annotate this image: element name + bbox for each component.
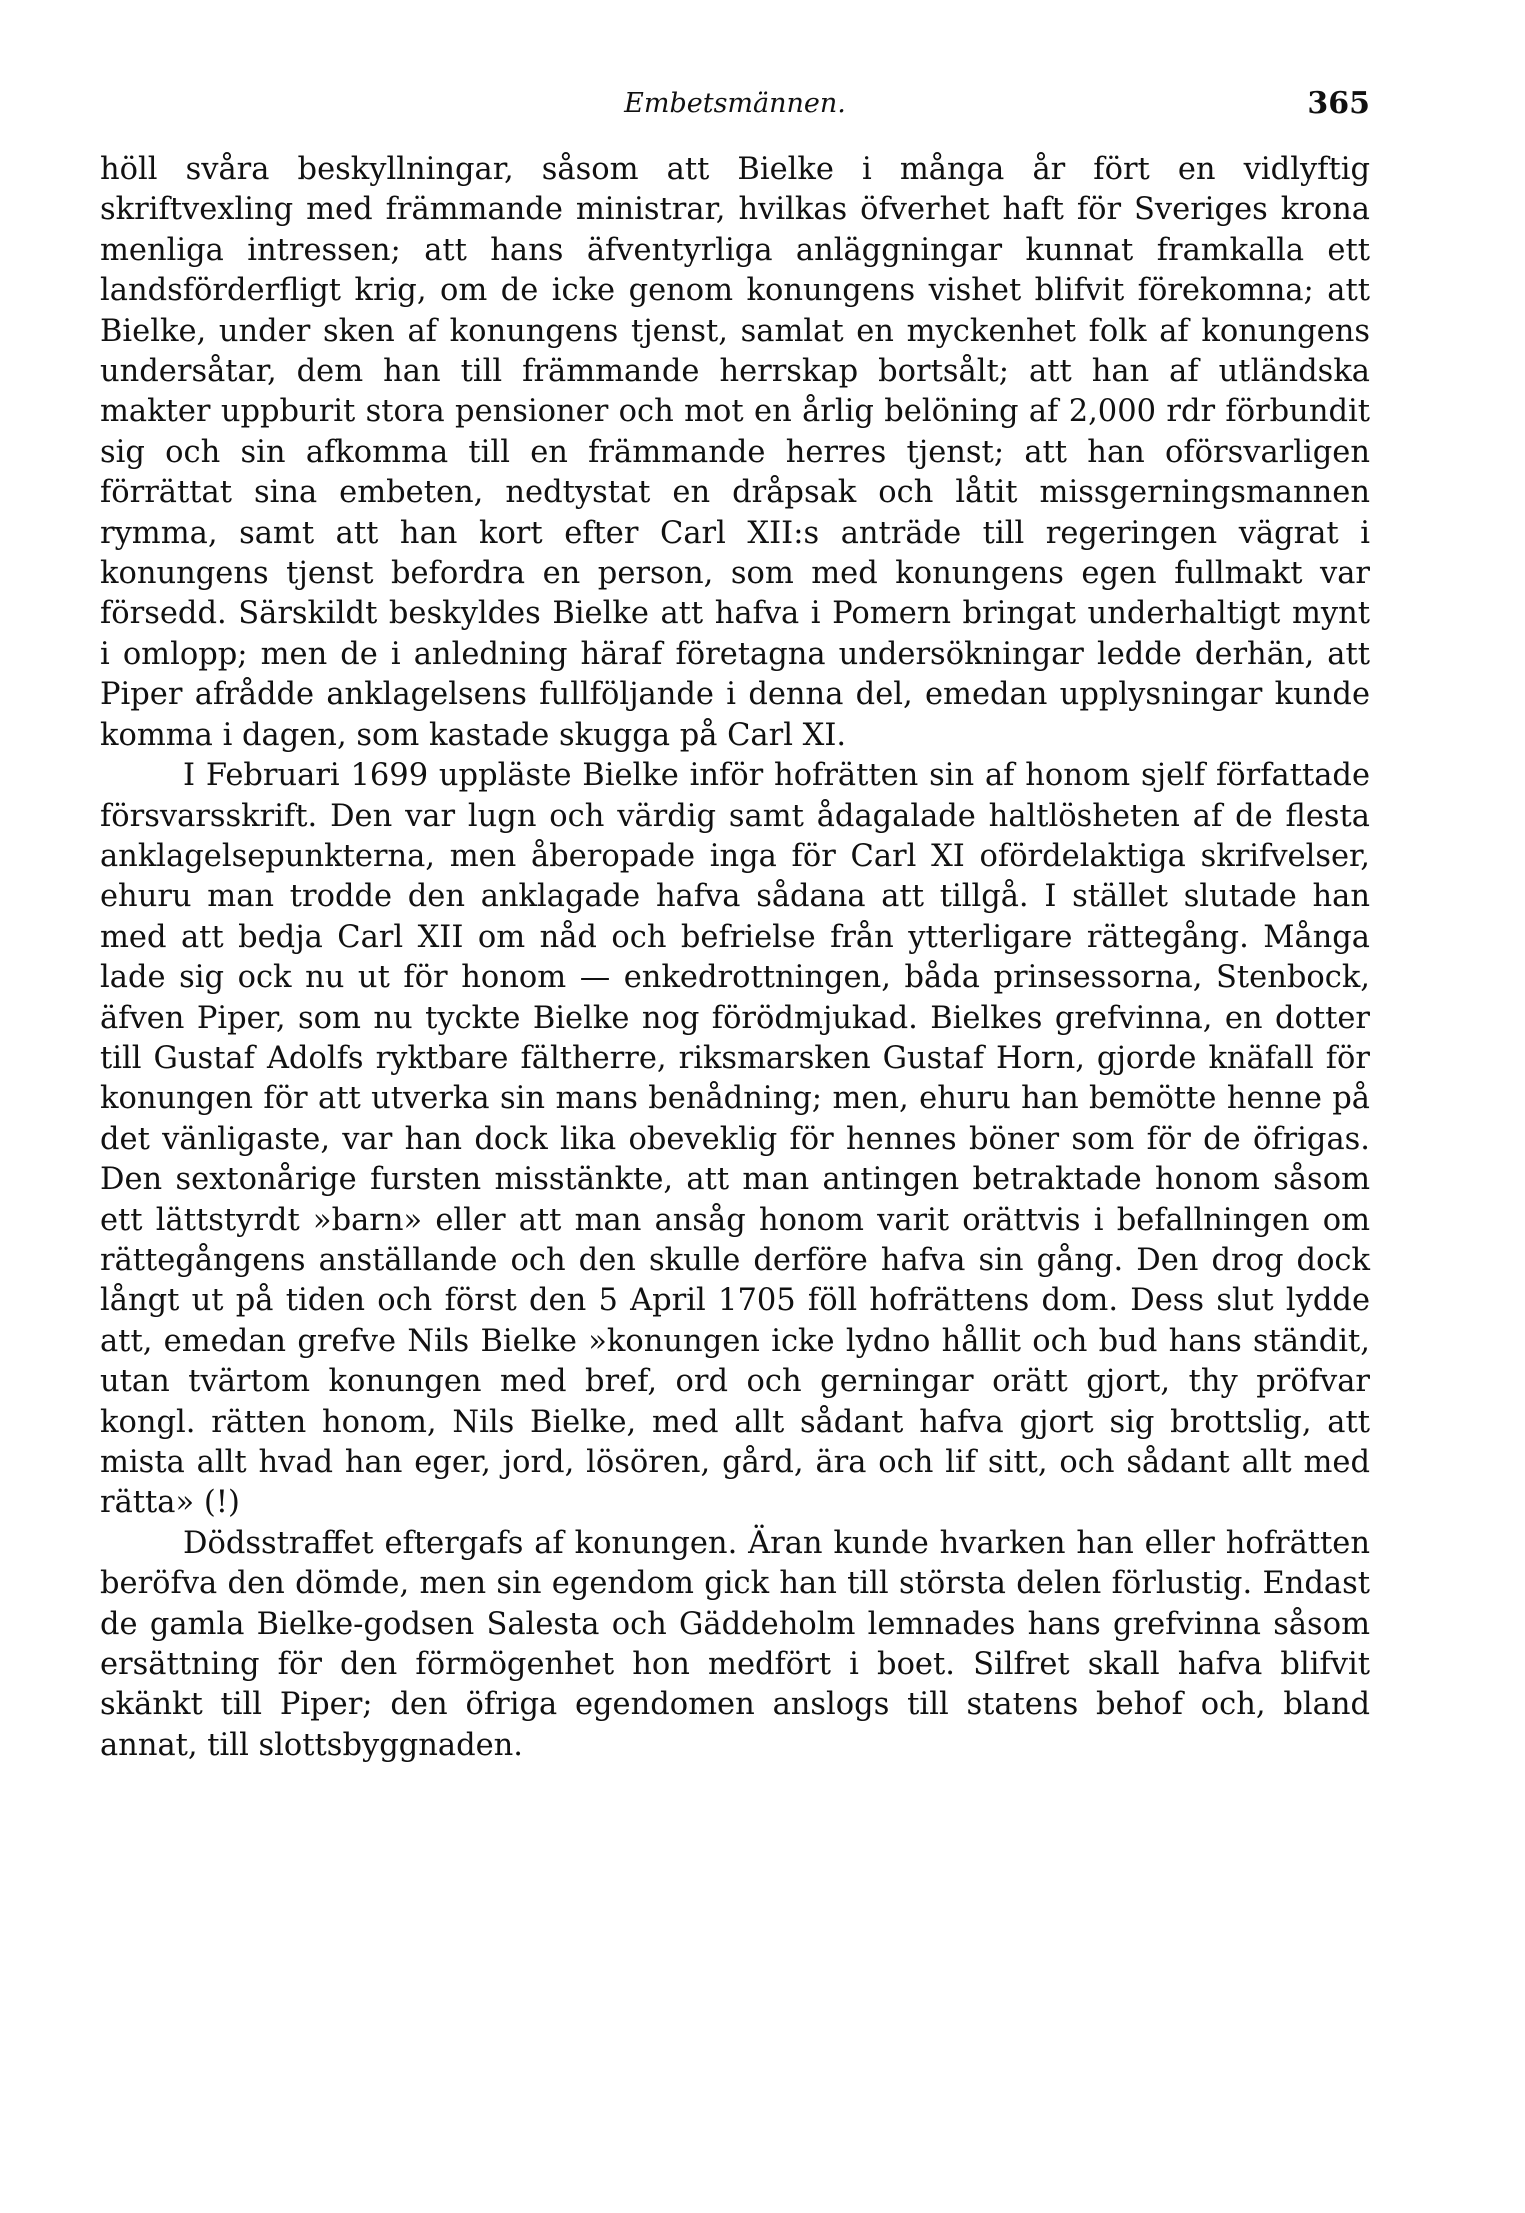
- running-head: Embetsmännen.: [624, 88, 846, 119]
- page-number: 365: [1307, 86, 1370, 121]
- page-header: [100, 88, 1370, 128]
- paragraph-1: höll svåra beskyllningar, såsom att Bielke i många år fört en vidlyftig skriftvexling med främmande ministrar, hvilkas öfverhet haft för Sveriges krona menliga intressen; att hans äfventyrliga anläggningar kunnat framkalla ett landsförderfligt krig, om de icke genom konungens vishet blifvit förekomna; att Bielke, under sken af konungens tjenst, samlat en myckenhet folk af konungens undersåtar, dem han till främmande herrskap bortsålt; att han af utländska makter uppburit stora pensioner och mot en årlig belöning af 2,000 rdr förbundit sig och sin afkomma till en främmande herres tjenst; att han oförsvarligen förrättat sina embeten, nedtystat en dråpsak och låtit missgerningsmannen rymma, samt att han kort efter Carl XII:s anträde till regeringen vägrat i konungens tjenst befordra en person, som med konungens egen fullmakt var försedd. Särskildt beskyldes Bielke att hafva i Pomern bringat underhaltigt mynt i omlopp; men de i anledning häraf företagna undersökningar ledde derhän, att Piper afrådde anklagelsens fullföljande i denna del, emedan upplysningar kunde komma i dagen, som kastade skugga på Carl XI.: [100, 152, 1370, 753]
- paragraph-3: Dödsstraffet eftergafs af konungen. Äran kunde hvarken han eller hofrätten beröfva den dömde, men sin egendom gick han till största delen förlustig. Endast de gamla Bielke-godsen Salesta och Gäddeholm lemnades hans grefvinna såsom ersättning för den förmögenhet hon medfört i boet. Silfret skall hafva blifvit skänkt till Piper; den öfriga egendomen anslogs till statens behof och, bland annat, till slottsbyggnaden.: [100, 1525, 1370, 1763]
- body-text: [100, 150, 1370, 1766]
- paragraph-2: I Februari 1699 uppläste Bielke inför hofrätten sin af honom sjelf författade försvarsskrift. Den var lugn och värdig samt ådagalade haltlösheten af de flesta anklagelsepunkterna, men åberopade inga för Carl XI ofördelaktiga skrifvelser, ehuru man trodde den anklagade hafva sådana att tillgå. I stället slutade han med att bedja Carl XII om nåd och befrielse från ytterligare rättegång. Många lade sig ock nu ut för honom — enkedrottningen, båda prinsessorna, Stenbock, äfven Piper, som nu tyckte Bielke nog förödmjukad. Bielkes grefvinna, en dotter till Gustaf Adolfs ryktbare fältherre, riksmarsken Gustaf Horn, gjorde knäfall för konungen för att utverka sin mans benådning; men, ehuru han bemötte henne på det vänligaste, var han dock lika obeveklig för hennes böner som för de öfrigas. Den sextonårige fursten misstänkte, att man antingen betraktade honom såsom ett lättstyrdt »barn» eller att man ansåg honom varit orättvis i befallningen om rättegångens anställande och den skulle derföre hafva sin gång. Den drog dock långt ut på tiden och först den 5 April 1705 föll hofrättens dom. Dess slut lydde att, emedan grefve Nils Bielke »konungen icke lydno hållit och bud hans ständit, utan tvärtom konungen med bref, ord och gerningar orätt gjort, thy pröfvar kongl. rätten honom, Nils Bielke, med allt sådant hafva gjort sig brottslig, att mista allt hvad han eger, jord, lösören, gård, ära och lif sitt, och sådant allt med rätta» (!): [100, 758, 1370, 1521]
